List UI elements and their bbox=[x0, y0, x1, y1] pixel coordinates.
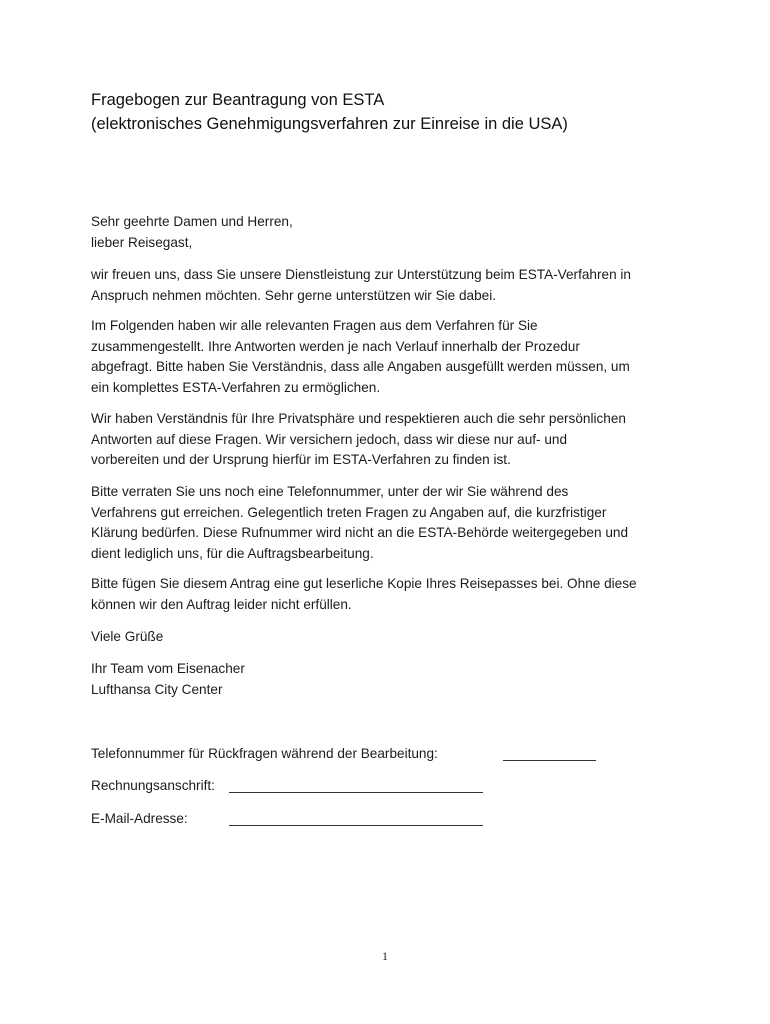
paragraph-line: Verfahrens gut erreichen. Gelegentlich treten Fragen zu Angaben auf, die kurzfristiger bbox=[91, 504, 607, 520]
paragraph-5 bbox=[91, 574, 691, 615]
paragraph-1 bbox=[91, 265, 691, 306]
paragraph-line: dient lediglich uns, für die Auftragsbearbeitung. bbox=[91, 545, 374, 561]
paragraph-3 bbox=[91, 409, 691, 471]
paragraph-line: Antworten auf diese Fragen. Wir versichern jedoch, dass wir diese nur auf- und bbox=[91, 431, 568, 447]
paragraph-line: Im Folgenden haben wir alle relevanten Fragen aus dem Verfahren für Sie bbox=[91, 318, 538, 333]
email-field-line[interactable] bbox=[229, 825, 483, 826]
paragraph-line: ein komplettes ESTA-Verfahren zu ermöglichen. bbox=[91, 379, 381, 395]
paragraph-2 bbox=[91, 316, 691, 398]
phone-field-label: Telefonnummer für Rückfragen während der Bearbeitung: bbox=[91, 746, 438, 761]
billing-address-label: Rechnungsanschrift: bbox=[91, 778, 215, 793]
title-line-2: (elektronisches Genehmigungsverfahren zur Einreise in die USA) bbox=[91, 115, 568, 133]
closing-line: Viele Grüße bbox=[91, 629, 164, 644]
paragraph-line: Klärung bedürfen. Diese Rufnummer wird nicht an die ESTA-Behörde weitergegeben und bbox=[91, 525, 629, 541]
salutation bbox=[91, 212, 691, 253]
paragraph-line: können wir den Auftrag leider nicht erfüllen. bbox=[91, 596, 352, 612]
paragraph-line: wir freuen uns, dass Sie unsere Dienstleistung zur Unterstützung beim ESTA-Verfahren in bbox=[91, 267, 631, 282]
closing bbox=[91, 627, 691, 648]
paragraph-line: vorbereiten und der Ursprung hierfür im ESTA-Verfahren zu finden ist. bbox=[91, 452, 511, 468]
signature-line-2: Lufthansa City Center bbox=[91, 681, 223, 697]
page-number: 1 bbox=[382, 949, 388, 963]
email-field-label: E-Mail-Adresse: bbox=[91, 811, 188, 826]
title-line-1: Fragebogen zur Beantragung von ESTA bbox=[91, 91, 385, 109]
phone-field-line[interactable] bbox=[503, 760, 596, 761]
signature bbox=[91, 659, 691, 700]
paragraph-line: Wir haben Verständnis für Ihre Privatsphäre und respektieren auch die sehr persönlichen bbox=[91, 411, 626, 426]
salutation-line-1: Sehr geehrte Damen und Herren, bbox=[91, 214, 293, 229]
paragraph-line: Bitte verraten Sie uns noch eine Telefonnummer, unter der wir Sie während des bbox=[91, 484, 569, 499]
document-title bbox=[91, 88, 731, 136]
billing-address-line[interactable] bbox=[229, 792, 483, 793]
salutation-line-2: lieber Reisegast, bbox=[91, 234, 193, 250]
paragraph-line: abgefragt. Bitte haben Sie Verständnis, dass alle Angaben ausgefüllt werden müssen, um bbox=[91, 359, 630, 375]
paragraph-line: Anspruch nehmen möchten. Sehr gerne unterstützen wir Sie dabei. bbox=[91, 287, 497, 303]
paragraph-line: Bitte fügen Sie diesem Antrag eine gut leserliche Kopie Ihres Reisepasses bei. Ohne diese bbox=[91, 576, 637, 591]
signature-line-1: Ihr Team vom Eisenacher bbox=[91, 661, 245, 676]
paragraph-4 bbox=[91, 482, 691, 564]
paragraph-line: zusammengestellt. Ihre Antworten werden je nach Verlauf innerhalb der Prozedur bbox=[91, 338, 580, 354]
